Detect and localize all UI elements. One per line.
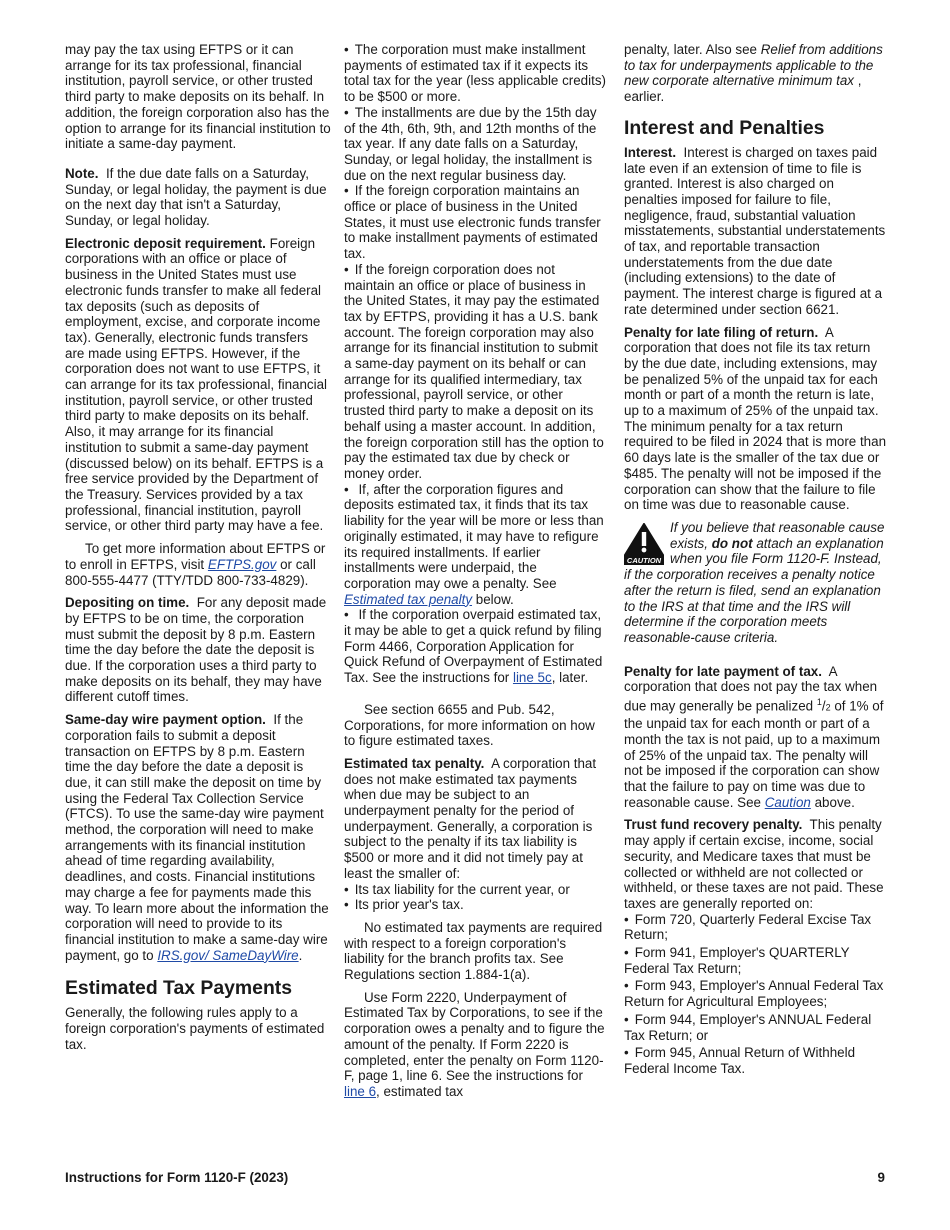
bullet-text: The installments are due by the 15th day of the 4th, 6th, 9th, and 12th months of the tax year. If any date falls on a Saturday, Sunday, or legal holiday, the installment is due on the next regular business day. (344, 104, 597, 183)
estimated-tax-penalty-link[interactable]: Estimated tax penalty (344, 591, 473, 607)
depositing-label: Depositing on time. (65, 595, 190, 611)
fraction-denominator: 2 (825, 702, 831, 713)
bullet-text-end: below. (475, 591, 514, 607)
form-list-item (624, 1045, 888, 1076)
depositing-paragraph (65, 595, 331, 705)
bullet-item (344, 183, 607, 262)
form-2220-text: Use Form 2220, Underpayment of Estimated Tax by Corporations, to see if the corporation owes a penalty and to figure the amount of the penalty. If Form 2220 is completed, enter the penalty on Form 1120-F, page 1, line 6. See the instructions for (344, 989, 605, 1084)
line-6-link[interactable]: line 6 (344, 1084, 377, 1099)
eftps-text: To get more information about EFTPS or to enroll in EFTPS, visit (65, 541, 326, 572)
form-list-item (624, 912, 888, 943)
note-text: If the due date falls on a Saturday, Sunday, or legal holiday, the payment is due on the next day that isn't a Saturday, Sunday, or legal holiday. (65, 165, 327, 229)
caution-icon (624, 523, 664, 565)
note-paragraph (65, 166, 331, 229)
late-payment-label: Penalty for late payment of tax. (624, 663, 822, 679)
electronic-deposit-label: Electronic deposit requirement. (65, 235, 266, 251)
interest-label: Interest. (624, 144, 677, 160)
form-item-text: Form 941, Employer's QUARTERLY Federal Tax Return; (624, 945, 850, 976)
interest-paragraph (624, 145, 888, 318)
relief-italic-text: Relief from additions to tax for underpayments applicable to the new corporate alternative minimum tax (624, 42, 883, 89)
period: . (298, 947, 303, 963)
fraction-numerator: 1 (816, 697, 822, 708)
bullet-item (344, 105, 607, 184)
trust-fund-label: Trust fund recovery penalty. (624, 817, 803, 833)
section-6655-paragraph: See section 6655 and Pub. 542, Corporations, for more information on how to figure estimated taxes. (344, 701, 595, 749)
form-item-text: Form 720, Quarterly Federal Excise Tax Return; (624, 911, 872, 943)
estimated-tax-penalty-label: Estimated tax penalty. (344, 755, 485, 771)
column-2 (344, 42, 607, 1107)
column-1 (65, 42, 331, 1059)
relief-text-end: , earlier. (624, 73, 862, 105)
bullet-text: Its tax liability for the current year, or (354, 881, 570, 897)
page-footer (65, 1170, 885, 1185)
form-list-item (624, 978, 888, 1009)
interest-and-penalties-heading: Interest and Penalties (624, 116, 825, 139)
svg-text:CAUTION: CAUTION (626, 555, 662, 565)
estimated-tax-penalty-text: A corporation that does not make estimated tax payments when due may be subject to an underpayment penalty for the period of underpayment. Generally, a corporation is subject to the penalty if its tax liability is $500 or more and it did not timely pay at least the smaller of: (344, 755, 597, 881)
form-item-text: Form 945, Annual Return of Withheld Federal Income Tax. (624, 1045, 856, 1076)
late-payment-text: A corporation that does not pay the tax when due may generally be penalized (624, 663, 878, 714)
line-5c-link[interactable]: line 5c (512, 670, 552, 686)
bullet-text-end: , later. (551, 670, 589, 686)
interest-text: Interest is charged on taxes paid late even if an extension of time to file is granted. Interest is also charged on penalties imposed for failure to file, negligence, fraud, substantial valuation misstatements, substantial understatements of tax, and reportable transaction understatements from the due date (including extensions) to the date of payment. The interest charge is figured at a rate determined under section 6621. (624, 144, 886, 317)
electronic-deposit-paragraph (65, 236, 331, 534)
page-number: 9 (877, 1170, 885, 1185)
relief-text: penalty, later. Also see (624, 42, 757, 57)
footer-title: Instructions for Form 1120-F (2023) (65, 1170, 289, 1185)
note-label: Note. (65, 165, 99, 181)
estimated-tax-payments-heading: Estimated Tax Payments (65, 977, 293, 1000)
form-item-text: Form 944, Employer's ANNUAL Federal Tax Return; or (624, 1011, 872, 1043)
bullet-item (344, 42, 607, 105)
caution-box (624, 520, 888, 646)
relief-reference-paragraph (624, 42, 888, 105)
same-day-label: Same-day wire payment option. (65, 712, 266, 728)
caution-link[interactable]: Caution (764, 794, 811, 810)
late-payment-paragraph: Penalty for late payment of tax. A corporation that does not pay the tax when due may generally be penalized $^1$/2 of 1% of the unpaid tax for each month or part of a month the tax is not paid, up to a maximum of 25% of the unpaid tax. The penalty will not be imposed if the corporation can show that the failure to pay on time was due to reasonable cause. See Caution above. (624, 663, 884, 810)
estimated-tax-penalty-paragraph (344, 756, 607, 882)
late-payment-text-cont: of 1% of the unpaid tax for each month or part of a month the tax is not paid, up to a maximum of 25% of the unpaid tax. The penalty will not be imposed if the corporation can show that the failure to pay on time was due to reasonable cause. See (624, 698, 884, 810)
bullet-text: Its prior year's tax. (354, 897, 464, 913)
paragraph: may pay the tax using EFTPS or it can arrange for its tax professional, financial institution, payroll service, or other trusted third party to make deposits on its behalf. In addition, the foreign corporation also has the option to arrange for its financial institution to initiate a same-day payment. (65, 42, 331, 152)
caution-text-end: attach an explanation when you file Form 1120-F. Instead, if the corporation receives a penalty notice after the return is filed, send an explanation to the IRS at that time and the IRS will determine if the corporation meets reasonable-cause criteria. (624, 535, 884, 645)
eftps-text-end: or call 800-555-4477 (TTY/TDD 800-733-4829). (65, 556, 316, 588)
bullet-text: If the foreign corporation does not maintain an office or place of business in the United States, it may pay the estimated tax by EFTPS, providing it has a U.S. bank account. The foreign corporation may also arrange for its financial institution to submit a same-day payment on its behalf or can arrange for its qualified intermediary, tax professional, payroll service, or other trusted third party to make a deposit on its behalf using a master account. In addition, the foreign corporation still has the option to pay the estimated tax due by check or money order. (344, 261, 604, 481)
late-filing-paragraph (624, 325, 888, 513)
bullet-text: If the foreign corporation maintains an office or place of business in the United States, it must use electronic funds transfer to make installment payments of estimated tax. (344, 183, 601, 262)
form-2220-paragraph (344, 990, 607, 1100)
depositing-text: For any deposit made by EFTPS to be on time, the corporation must submit the deposit by 8 p.m. Eastern time the day before the date the deposit is due. If the corporation uses a third party to make deposits on its behalf, they may have different cutoff times. (65, 595, 327, 705)
late-filing-label: Penalty for late filing of return. (624, 324, 819, 340)
caution-text: If you believe that reasonable cause exists, (670, 519, 885, 551)
bullet-text: If, after the corporation figures and deposits estimated tax, it finds that its tax liability for the year will be more or less than originally estimated, it may have to refigure its required installments. If earlier installments were underpaid, the corporation may owe a penalty. See (344, 481, 604, 591)
column-3 (624, 42, 888, 1077)
eftps-link[interactable]: EFTPS.gov (207, 556, 277, 572)
form-2220-text-end: , estimated tax (376, 1084, 464, 1099)
no-estimated-paragraph: No estimated tax payments are required with respect to a foreign corporation's liability for the branch profits tax. See Regulations section 1.884-1(a). (344, 919, 603, 983)
bullet-item (344, 897, 607, 913)
electronic-deposit-text: Foreign corporations with an office or place of business in the United States must use electronic funds transfer to make all federal tax deposits (such as deposits of employment, excise, and corporate income tax). Generally, electronic funds transfers are made using EFTPS. However, if the corporation does not want to use EFTPS, it can arrange for its tax professional, financial institution, payroll service, or other trusted third party to make deposits on its behalf. Also, it may arrange for its financial institution to submit a same-day payment (discussed below) on its behalf. EFTPS is a free service provided by the Department of the Treasury. Services provided by a tax professional, financial institution, payroll service, or other third party may have a fee. (65, 235, 328, 534)
caution-bold: do not (711, 535, 753, 551)
bullet-text: If the corporation overpaid estimated tax, it may be able to get a quick refund by filing Form 4466, Corporation Application for Quick Refund of Overpayment of Estimated Tax. See the instructions for (344, 607, 603, 686)
bullet-item (344, 882, 607, 898)
eftps-paragraph (65, 541, 331, 588)
trust-fund-paragraph (624, 817, 888, 911)
same-day-text: If the corporation fails to submit a deposit transaction on EFTPS by 8 p.m. Eastern time the day before the date a deposit is due, it can still make the deposit on time by using the Federal Tax Collection Service (FTCS). To use the same-day wire payment method, the corporation will need to make arrangements with its financial institution ahead of time regarding availability, deadlines, and costs. Financial institutions may charge a fee for payments made this way. To learn more about the information the corporation will need to provide to its financial institution to make a same-day wire payment, go to (65, 712, 329, 963)
form-item-text: Form 943, Employer's Annual Federal Tax Return for Agricultural Employees; (624, 978, 884, 1010)
bullet-item (344, 482, 607, 608)
bullet-item (344, 262, 607, 482)
trust-fund-text: This penalty may apply if certain excise, income, social security, and Medicare taxes that must be collected or withheld are not collected or withheld, or these taxes are not paid. These taxes are generally reported on: (624, 817, 884, 911)
late-filing-text: A corporation that does not file its tax return by the due date, including extensions, may be penalized 5% of the unpaid tax for each month or part of a month the return is late, up to a maximum of 25% of the unpaid tax. The minimum penalty for a tax return required to be filed in 2024 that is more than 60 days late is the smaller of the tax due or $485. The penalty will not be imposed if the corporation can show that the failure to file on time was due to reasonable cause. (624, 324, 887, 513)
bullet-text: The corporation must make installment payments of estimated tax if it expects its total tax for the year (less applicable credits) to be $500 or more. (344, 42, 606, 105)
form-list-item (624, 1012, 888, 1043)
same-day-wire-link[interactable]: IRS.gov/ SameDayWire (157, 947, 299, 963)
same-day-paragraph (65, 712, 331, 963)
form-list-item (624, 945, 888, 976)
late-payment-text-end: above. (814, 794, 855, 810)
estimated-tax-intro: Generally, the following rules apply to a foreign corporation's payments of estimated tax. (65, 1005, 325, 1052)
bullet-item (344, 607, 607, 686)
